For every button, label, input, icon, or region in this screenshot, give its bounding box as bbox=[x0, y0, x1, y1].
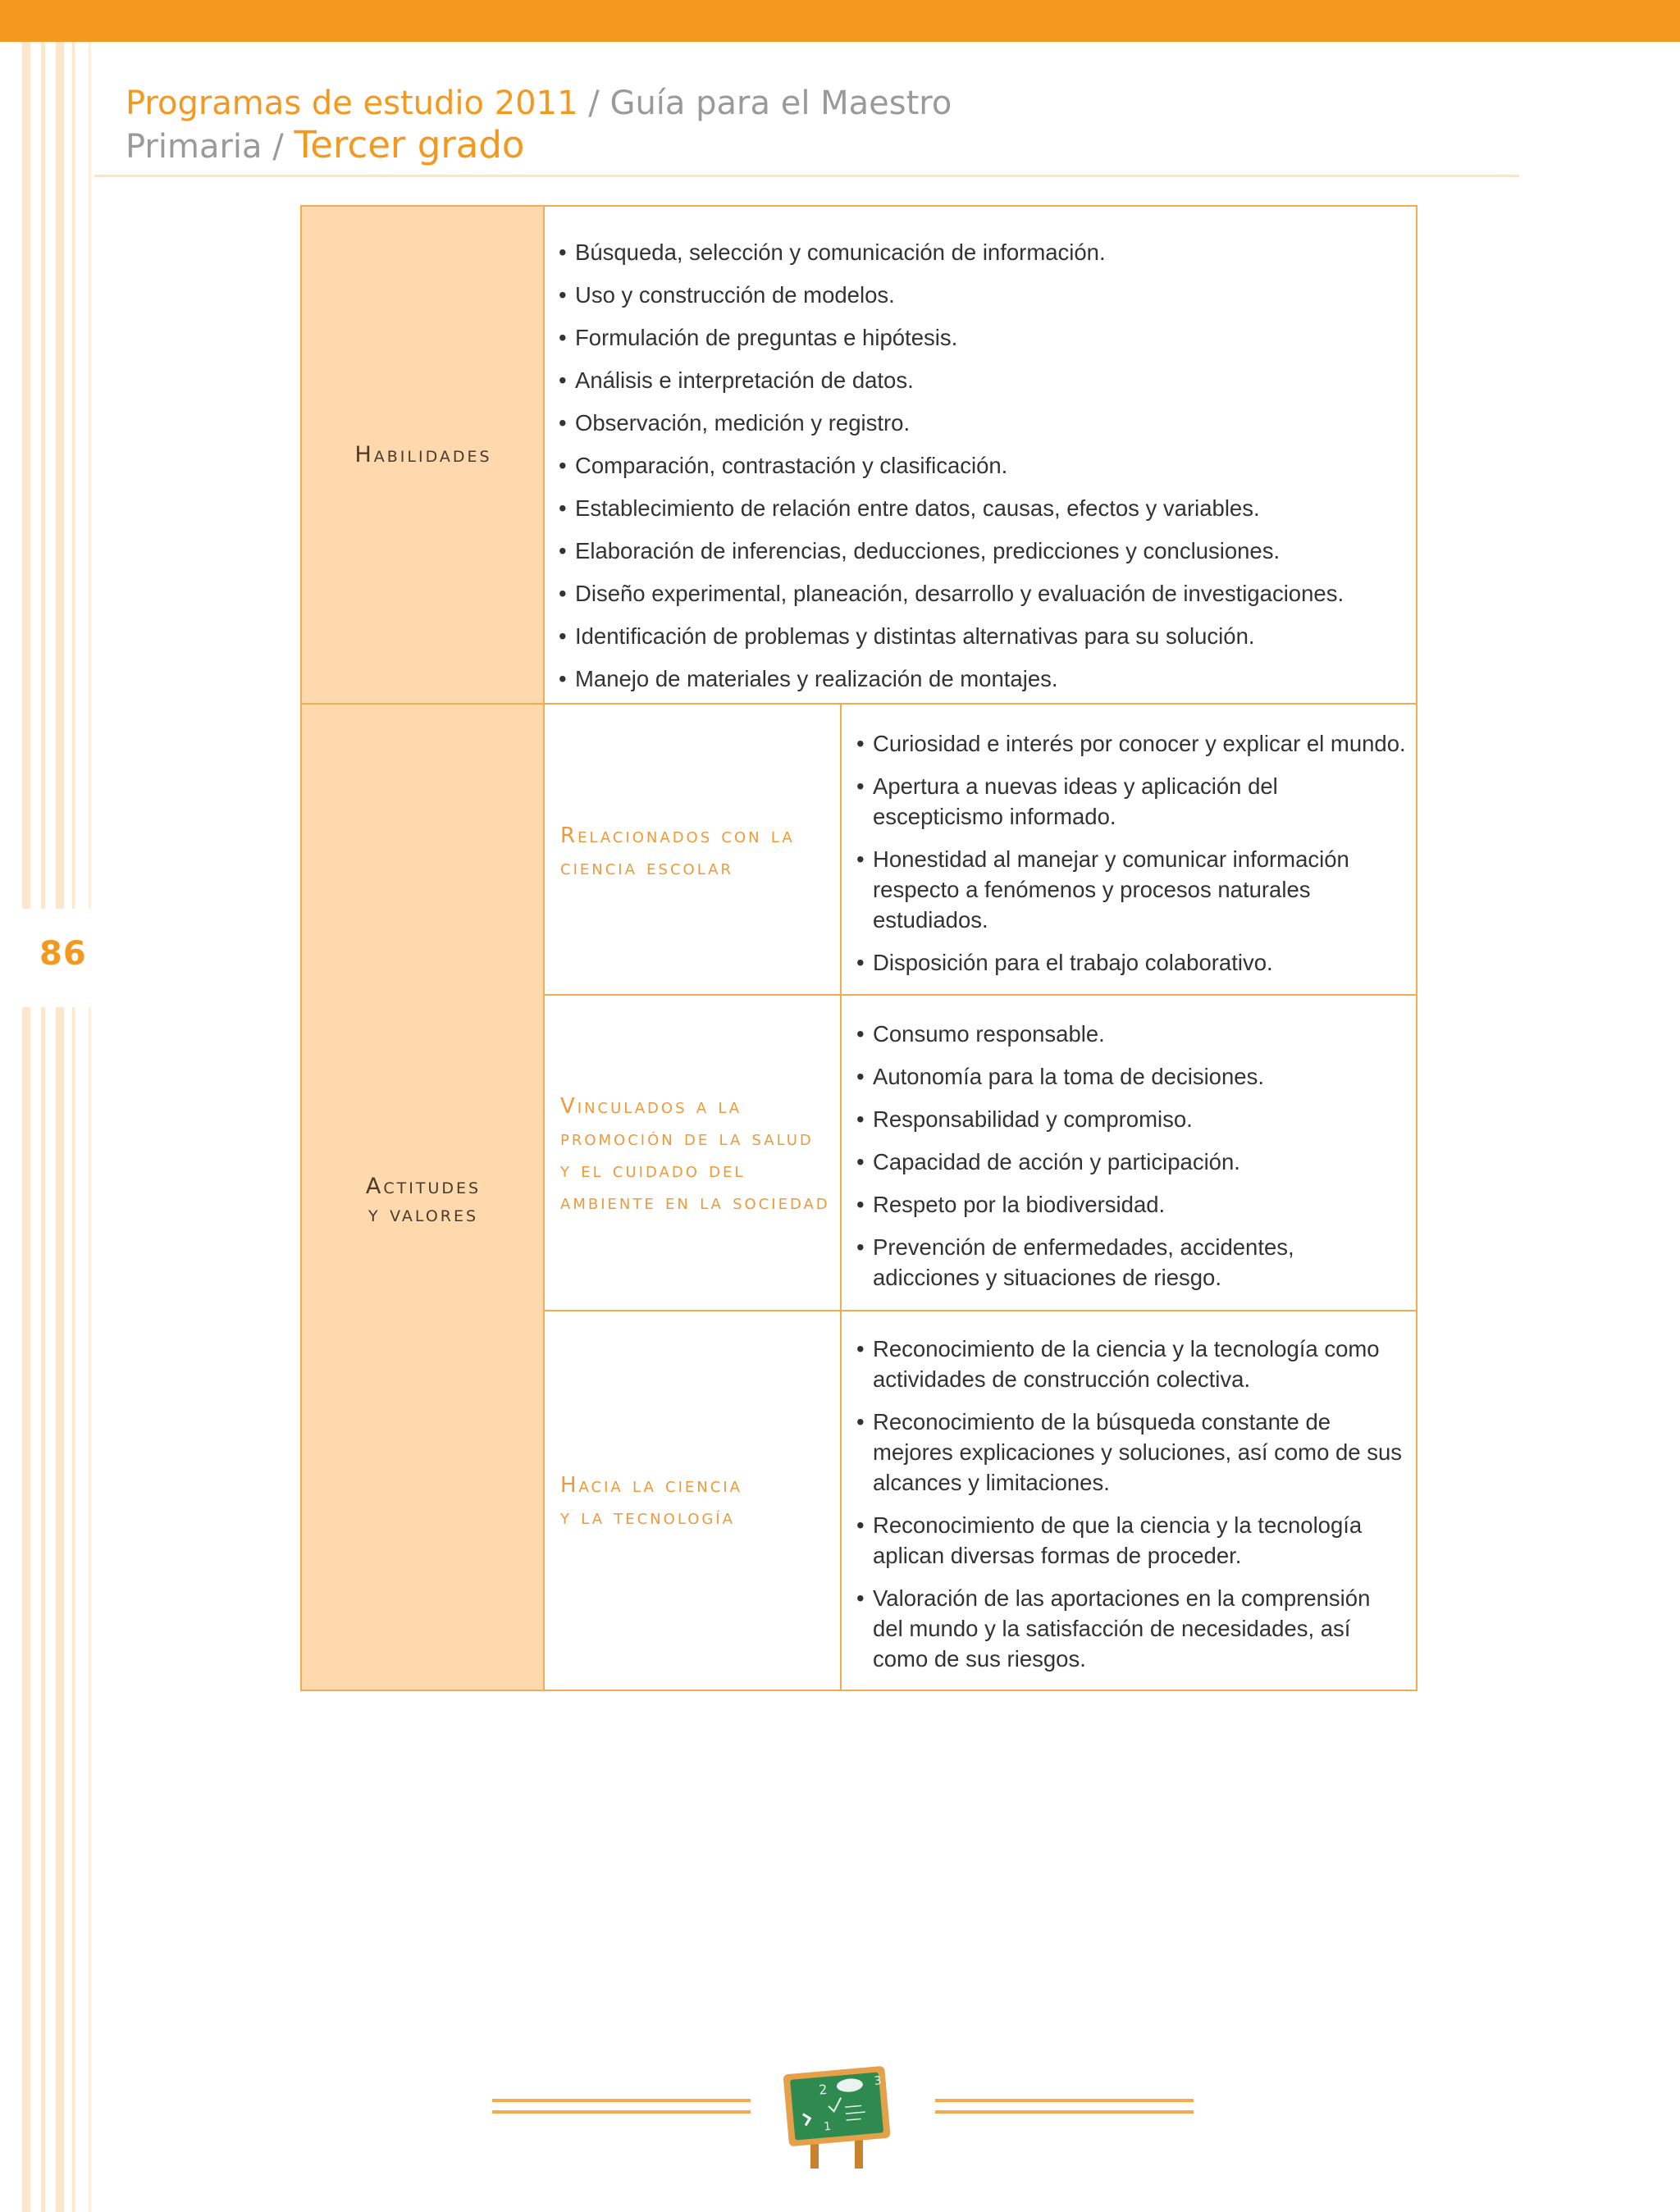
footer-rule-left bbox=[492, 2099, 751, 2117]
list-item: • Diseño experimental, planeación, desarrollo y evaluación de investigaciones. bbox=[559, 572, 1395, 615]
column-divider bbox=[543, 207, 545, 1690]
top-accent-bar bbox=[0, 0, 1680, 42]
group-label-line: ciencia escolar bbox=[560, 855, 733, 880]
habilidades-list bbox=[559, 231, 1395, 700]
salud-ambiente-list bbox=[856, 1019, 1406, 1293]
group-label-line: Hacia la ciencia bbox=[560, 1473, 742, 1498]
list-item: • Observación, medición y registro. bbox=[559, 402, 1395, 445]
list-item: • Valoración de las aportaciones en la comprensión del mundo y la satisfacción de necesidades, así como de sus riesgos. bbox=[856, 1583, 1381, 1674]
header-grade-line bbox=[126, 123, 524, 166]
list-item: • Comparación, contrastación y clasificación. bbox=[559, 445, 1395, 487]
grade-separator: / bbox=[272, 128, 284, 166]
group-label-ciencia-tecnologia bbox=[560, 1470, 831, 1534]
board-number: 2 bbox=[818, 2081, 829, 2098]
list-item: • Curiosidad e interés por conocer y explicar el mundo. bbox=[856, 728, 1406, 759]
actitudes-label bbox=[302, 1173, 545, 1229]
grade-label: Tercer grado bbox=[294, 123, 525, 166]
group-label-line: Relacionados con la bbox=[560, 823, 795, 848]
list-item: • Formulación de preguntas e hipótesis. bbox=[559, 317, 1395, 359]
list-item: • Establecimiento de relación entre datos, causas, efectos y variables. bbox=[559, 487, 1395, 530]
list-item: • Capacidad de acción y participación. bbox=[856, 1147, 1406, 1177]
group-label-line: Vinculados a la bbox=[560, 1094, 742, 1119]
list-item: • Reconocimiento de que la ciencia y la tecnología aplican diversas formas de proceder. bbox=[856, 1510, 1381, 1571]
list-item: • Manejo de materiales y realización de montajes. bbox=[559, 658, 1395, 700]
header-title-line bbox=[126, 84, 952, 122]
board-number: 1 bbox=[823, 2119, 832, 2134]
category-column bbox=[302, 207, 545, 1690]
list-item: • Apertura a nuevas ideas y aplicación del escepticismo informado. bbox=[856, 771, 1406, 832]
program-title: Programas de estudio 2011 bbox=[126, 84, 578, 122]
list-item: • Respeto por la biodiversidad. bbox=[856, 1189, 1406, 1220]
group-label-line: y el cuidado del bbox=[560, 1158, 746, 1183]
title-separator: / bbox=[588, 84, 600, 122]
actitudes-label-line2: y valores bbox=[368, 1202, 479, 1227]
footer-rule-right bbox=[935, 2099, 1194, 2117]
group-label-line: ambiente en la sociedad bbox=[560, 1190, 830, 1215]
page-number: 86 bbox=[39, 935, 87, 973]
level-label: Primaria bbox=[126, 128, 262, 166]
row-divider bbox=[543, 1310, 1416, 1311]
list-item: • Elaboración de inferencias, deducciones, predicciones y conclusiones. bbox=[559, 530, 1395, 572]
list-item: • Responsabilidad y compromiso. bbox=[856, 1104, 1406, 1134]
chalkboard-icon bbox=[779, 2060, 894, 2171]
list-item: • Reconocimiento de la ciencia y la tecnología como actividades de construcción colectiva. bbox=[856, 1334, 1381, 1394]
row-divider bbox=[302, 703, 1416, 705]
row-divider bbox=[543, 994, 1416, 996]
column-divider bbox=[840, 704, 842, 1690]
list-item: • Prevención de enfermedades, accidentes, adicciones y situaciones de riesgo. bbox=[856, 1232, 1316, 1293]
board-number: 3 bbox=[873, 2074, 883, 2088]
list-item: • Consumo responsable. bbox=[856, 1019, 1406, 1049]
list-item: • Reconocimiento de la búsqueda constante de mejores explicaciones y soluciones, así como de sus alcances y limitaciones. bbox=[856, 1407, 1406, 1498]
group-label-salud-ambiente bbox=[560, 1091, 831, 1219]
group-label-ciencia-escolar bbox=[560, 820, 831, 884]
left-decorative-stripes bbox=[0, 42, 98, 2212]
list-item: • Búsqueda, selección y comunicación de información. bbox=[559, 231, 1395, 274]
skills-attitudes-table bbox=[300, 205, 1418, 1691]
ciencia-escolar-list bbox=[856, 728, 1406, 978]
actitudes-label-line1: Actitudes bbox=[365, 1174, 482, 1199]
list-item: • Uso y construcción de modelos. bbox=[559, 274, 1395, 317]
list-item: • Honestidad al manejar y comunicar información respecto a fenómenos y procesos naturales estudiados. bbox=[856, 844, 1406, 935]
ciencia-tecnologia-list bbox=[856, 1334, 1406, 1674]
habilidades-label: Habilidades bbox=[354, 442, 492, 467]
list-item: • Disposición para el trabajo colaborativo. bbox=[856, 947, 1406, 978]
list-item: • Autonomía para la toma de decisiones. bbox=[856, 1061, 1406, 1092]
list-item: • Identificación de problemas y distintas alternativas para su solución. bbox=[559, 615, 1395, 658]
header-divider bbox=[94, 175, 1519, 177]
group-label-line: y la tecnología bbox=[560, 1505, 735, 1530]
list-item: • Análisis e interpretación de datos. bbox=[559, 359, 1395, 402]
group-label-line: promoción de la salud bbox=[560, 1126, 814, 1151]
guide-title: Guía para el Maestro bbox=[609, 84, 952, 122]
